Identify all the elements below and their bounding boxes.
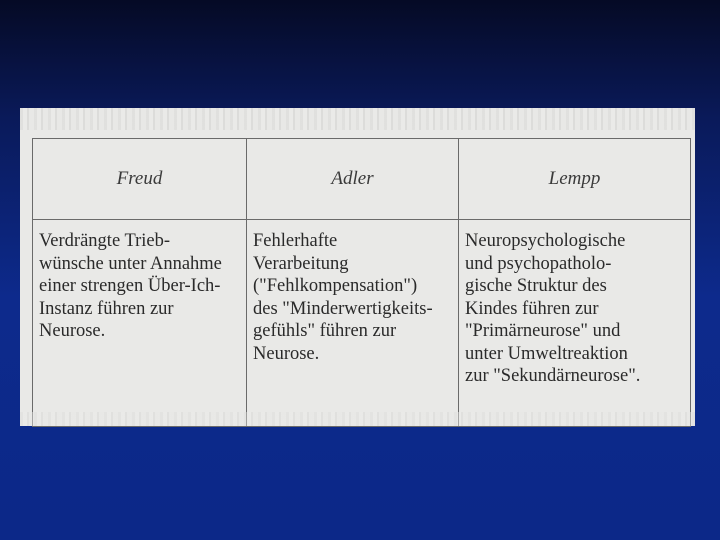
cell-lempp: Neuropsychologische und psychopatholo- gische Struktur des Kindes führen zur "Primärneurose" und unter Umweltreaktion zur "Sekundärneurose".: [459, 220, 691, 427]
cell-adler: Fehlerhafte Verarbeitung ("Fehlkompensation") des "Minderwertigkeits- gefühls" führen zur Neurose.: [247, 220, 459, 427]
scan-noise-bottom: [20, 412, 695, 426]
header-row: [33, 139, 691, 220]
header-freud: Freud: [33, 139, 247, 220]
comparison-table: [32, 138, 691, 427]
scan-noise-top: [20, 108, 695, 130]
header-lempp: Lempp: [459, 139, 691, 220]
table-row: [33, 220, 691, 427]
header-adler: Adler: [247, 139, 459, 220]
scanned-document-image: [20, 108, 695, 426]
cell-freud: Verdrängte Trieb- wünsche unter Annahme einer strengen Über-Ich- Instanz führen zur Neurose.: [33, 220, 247, 427]
